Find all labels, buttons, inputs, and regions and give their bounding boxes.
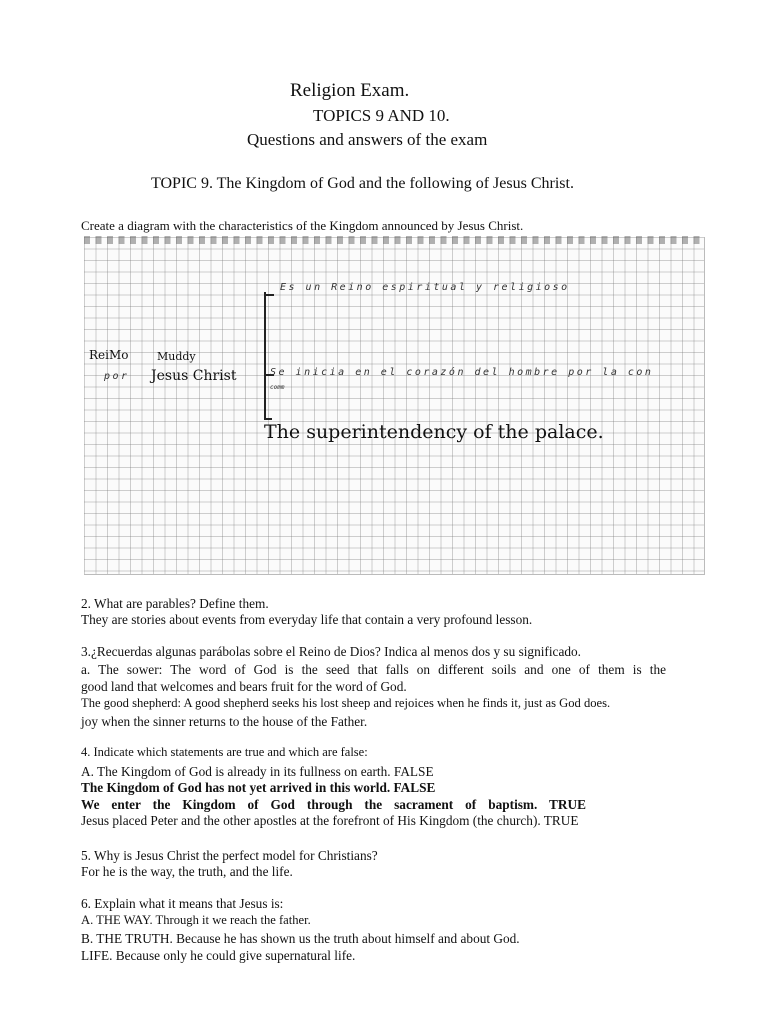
q4-statement-4: Jesus placed Peter and the other apostles at the forefront of His Kingdom (the church). TRUE	[81, 813, 579, 828]
q5-question: 5. Why is Jesus Christ the perfect model for Christians?	[81, 848, 378, 863]
diagram-left-handwriting: por	[104, 371, 130, 382]
q6-answer-b: B. THE TRUTH. Because he has shown us the truth about himself and about God.	[81, 931, 520, 946]
paper-perforated-edge	[84, 236, 704, 244]
diagram-left-label-a: ReiMo	[89, 348, 129, 362]
q3-answer-a-line1: a. The sower: The word of God is the seed that falls on different soils and one of them is the	[81, 662, 666, 677]
q6-answer-a: A. THE WAY. Through it we reach the father.	[81, 913, 311, 927]
diagram-bracket	[264, 292, 266, 419]
q3-question: 3.¿Recuerdas algunas parábolas sobre el Reino de Dios? Indica al menos dos y su significado.	[81, 644, 581, 659]
q6-question: 6. Explain what it means that Jesus is:	[81, 896, 284, 911]
q4-statement-1: A. The Kingdom of God is already in its fullness on earth. FALSE	[81, 764, 434, 779]
q6-answer-c: LIFE. Because only he could give supernatural life.	[81, 948, 356, 963]
diagram-branch-2-sub: comm	[270, 384, 285, 391]
bracket-tick-top	[264, 294, 274, 296]
diagram-branch-1: Es un Reino espiritual y religioso	[280, 282, 570, 293]
q1-prompt: Create a diagram with the characteristics of the Kingdom announced by Jesus Christ.	[81, 218, 524, 233]
topics-heading: TOPICS 9 AND 10.	[313, 106, 450, 125]
q4-question: 4. Indicate which statements are true and which are false:	[81, 745, 368, 759]
q4-statement-3: We enter the Kingdom of God through the sacrament of baptism. TRUE	[81, 797, 586, 812]
exam-title: Religion Exam.	[290, 80, 410, 101]
q3-answer-b-line2: joy when the sinner returns to the house of the Father.	[81, 714, 368, 729]
exam-subtitle: Questions and answers of the exam	[247, 130, 488, 149]
q2-answer: They are stories about events from everyday life that contain a very profound lesson.	[81, 612, 533, 627]
q5-answer: For he is the way, the truth, and the life.	[81, 864, 293, 879]
diagram-center-label: Jesus Christ	[151, 368, 237, 384]
topic9-heading: TOPIC 9. The Kingdom of God and the following of Jesus Christ.	[151, 175, 574, 192]
diagram-left-label-b: Muddy	[157, 350, 196, 363]
q4-statement-2: The Kingdom of God has not yet arrived in this world. FALSE	[81, 780, 436, 795]
bracket-tick-bottom	[264, 418, 272, 420]
q2-question: 2. What are parables? Define them.	[81, 596, 269, 611]
diagram-branch-2: Se inicia en el corazón del hombre por la con	[270, 367, 654, 378]
diagram-branch-3: The superintendency of the palace.	[264, 421, 604, 443]
q3-answer-b-line1: The good shepherd: A good shepherd seeks his lost sheep and rejoices when he finds it, just as God does.	[81, 696, 611, 710]
q3-answer-a-line2: good land that welcomes and bears fruit for the word of God.	[81, 679, 407, 694]
